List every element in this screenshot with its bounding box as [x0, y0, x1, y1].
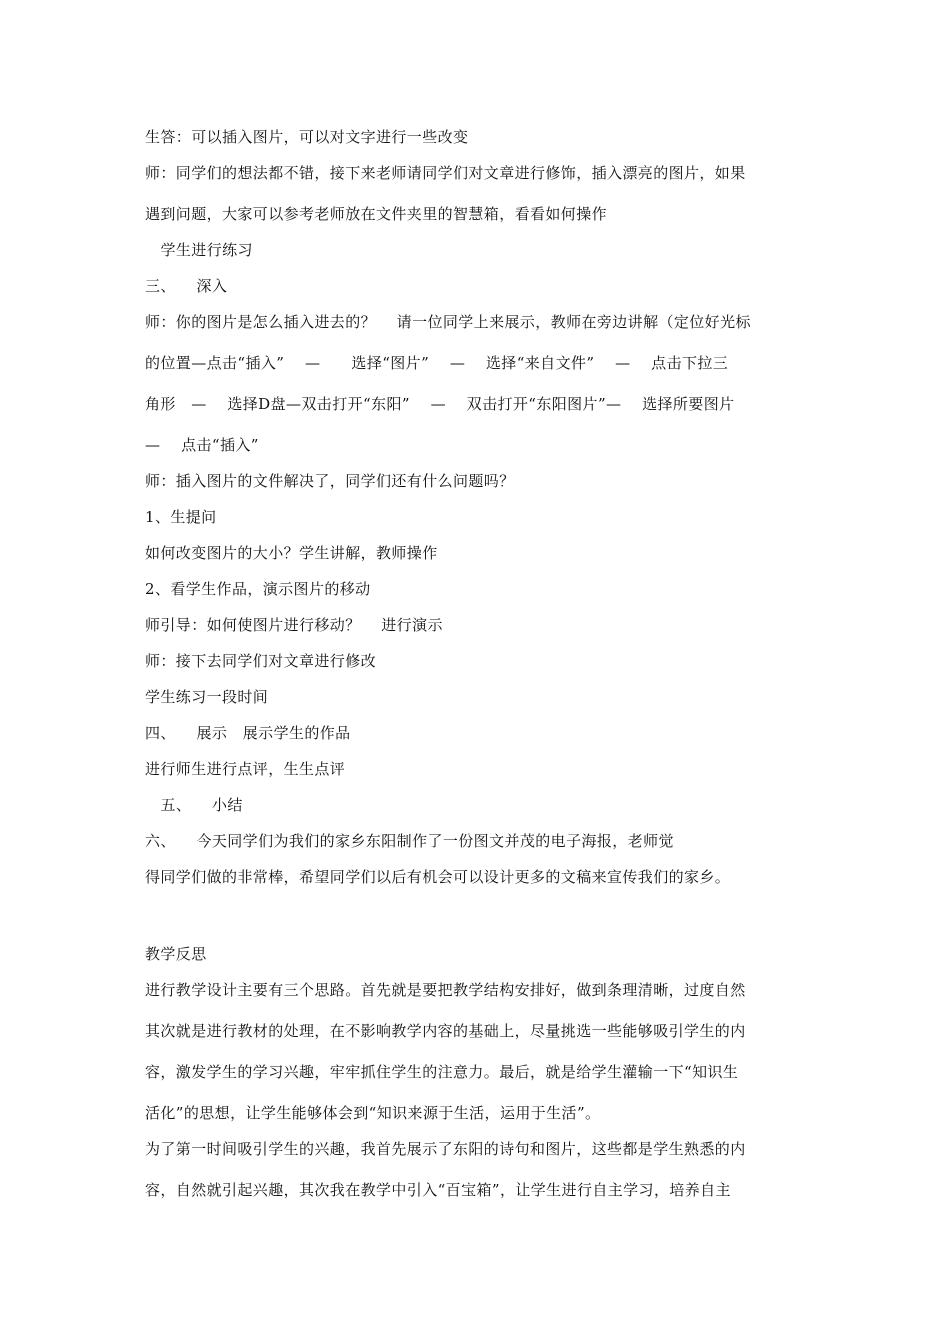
- text-line: 角形 — 选择D盘—双击打开“东阳” — 双击打开“东阳图片”— 选择所要图片: [145, 395, 735, 413]
- text-line: 容，激发学生的学习兴趣，牢牢抓住学生的注意力。最后，就是给学生灌输一下“知识生: [145, 1063, 739, 1081]
- text-line: 师引导：如何使图片进行移动？ 进行演示: [145, 616, 443, 634]
- reflection-title: 教学反思: [145, 945, 207, 963]
- text-line: 师：接下去同学们对文章进行修改: [145, 652, 377, 670]
- section-heading: 四、 展示 展示学生的作品: [145, 724, 351, 742]
- text-line: 的位置—点击“插入” — 选择“图片” — 选择“来自文件” — 点击下拉三: [145, 354, 729, 372]
- text-line: 进行教学设计主要有三个思路。首先就是要把教学结构安排好，做到条理清晰，过度自然: [145, 981, 746, 999]
- text-line: 生答：可以插入图片，可以对文字进行一些改变: [145, 128, 469, 146]
- text-line: 进行师生进行点评，生生点评: [145, 760, 346, 778]
- text-line: 师：你的图片是怎么插入进去的？ 请一位同学上来展示，教师在旁边讲解（定位好光标: [145, 313, 751, 331]
- text-line: 为了第一时间吸引学生的兴趣，我首先展示了东阳的诗句和图片，这些都是学生熟悉的内: [145, 1140, 746, 1158]
- text-line: 2、看学生作品，演示图片的移动: [145, 580, 371, 598]
- text-line: 师：插入图片的文件解决了，同学们还有什么问题吗？: [145, 472, 515, 490]
- text-line: 容，自然就引起兴趣，其次我在教学中引入“百宝箱”，让学生进行自主学习，培养自主: [145, 1181, 731, 1199]
- text-line: 活化”的思想，让学生能够体会到“知识来源于生活，运用于生活”。: [145, 1104, 601, 1122]
- section-heading: 五、 小结: [145, 796, 243, 814]
- text-line: 学生进行练习: [145, 241, 253, 259]
- text-line: 其次就是进行教材的处理，在不影响教学内容的基础上，尽量挑选一些能够吸引学生的内: [145, 1022, 746, 1040]
- text-line: 1、生提问: [145, 508, 217, 526]
- text-line: — 点击“插入”: [145, 436, 259, 454]
- text-line: 遇到问题，大家可以参考老师放在文件夹里的智慧箱，看看如何操作: [145, 205, 608, 223]
- text-line: 师：同学们的想法都不错，接下来老师请同学们对文章进行修饰，插入漂亮的图片，如果: [145, 164, 746, 182]
- text-line: 如何改变图片的大小？学生讲解，教师操作: [145, 544, 438, 562]
- text-line: 六、 今天同学们为我们的家乡东阳制作了一份图文并茂的电子海报，老师觉: [145, 832, 674, 850]
- text-line: 得同学们做的非常棒，希望同学们以后有机会可以设计更多的文稿来宣传我们的家乡。: [145, 868, 731, 886]
- section-heading: 三、 深入: [145, 277, 228, 295]
- text-line: 学生练习一段时间: [145, 688, 269, 706]
